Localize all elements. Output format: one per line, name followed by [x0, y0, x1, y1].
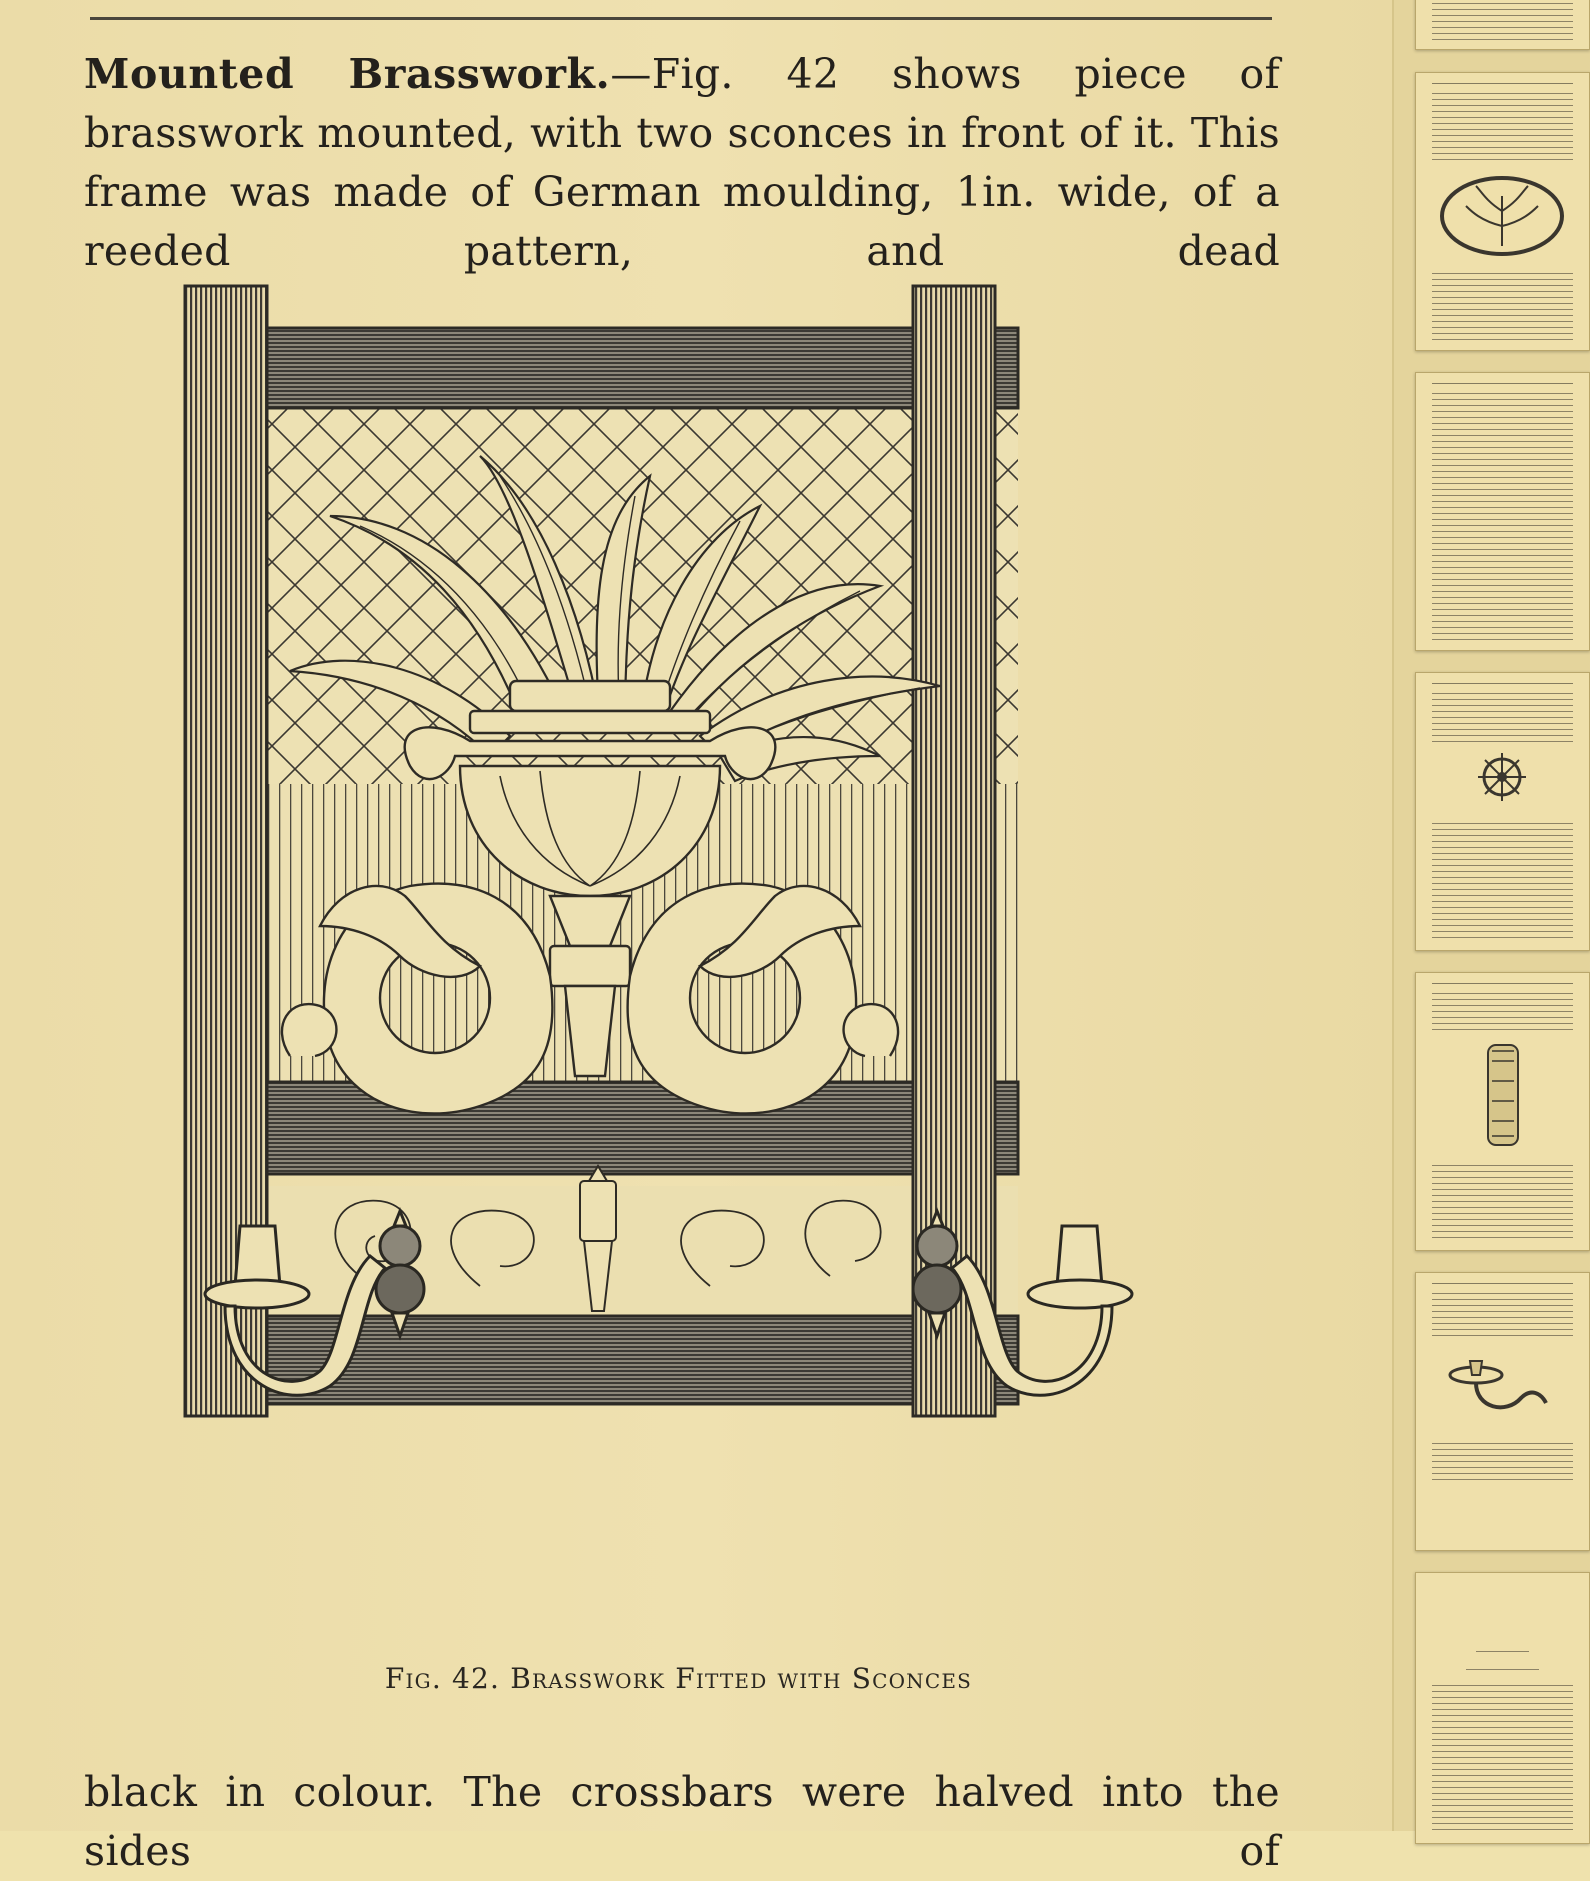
page-thumb-4[interactable]: [1415, 672, 1590, 951]
page-thumb-2[interactable]: [1415, 72, 1590, 351]
body-paragraph-top: [84, 45, 1280, 275]
crossbar-top: [260, 328, 1018, 408]
text-lines-icon: [1432, 93, 1573, 165]
text-lines-icon: [1432, 273, 1573, 341]
oval-plaque-icon: [1436, 171, 1569, 261]
text-lines-icon: [1432, 1293, 1573, 1337]
page-thumbnail-sidebar[interactable]: [1392, 0, 1590, 1831]
text-lines-icon: [1432, 393, 1573, 641]
crossbar-bottom: [260, 1316, 1018, 1404]
text-lines-icon: [1432, 823, 1573, 941]
figure-caption: Fig. 42. Brasswork Fitted with Sconces: [384, 1662, 973, 1695]
run-in-heading: Mounted Brasswork.: [84, 50, 611, 98]
text-lines-icon: [1432, 1165, 1573, 1241]
page-thumb-5[interactable]: [1415, 972, 1590, 1251]
paragraph-text: —Fig. 42 shows piece of brasswork mounted, with two sconces in front of it. This frame was made of German moulding, 1in. wide, of a reeded pattern, and dead: [84, 50, 1280, 275]
figure-brasswork-illustration: [180, 286, 1177, 1626]
body-paragraph-bottom: black in colour. The crossbars were halved into the sides of: [84, 1768, 1280, 1875]
chapter-heading-icon: [1476, 1651, 1529, 1657]
page-header-rule: [90, 17, 1272, 20]
page-thumb-3[interactable]: [1415, 372, 1590, 651]
text-lines-icon: [1432, 993, 1573, 1033]
text-lines-icon: [1432, 693, 1573, 743]
panel-icon: [1482, 1041, 1524, 1151]
text-lines-icon: [1432, 3, 1573, 41]
page-thumb-7[interactable]: [1415, 1572, 1590, 1844]
text-lines-icon: [1432, 1685, 1573, 1835]
wheel-icon: [1476, 751, 1529, 804]
text-lines-icon: [1432, 1443, 1573, 1483]
page-thumb-1[interactable]: [1415, 0, 1590, 50]
page-thumb-6[interactable]: [1415, 1272, 1590, 1551]
lower-ornament-panel: [260, 1186, 1018, 1316]
sconce-icon: [1446, 1353, 1559, 1419]
